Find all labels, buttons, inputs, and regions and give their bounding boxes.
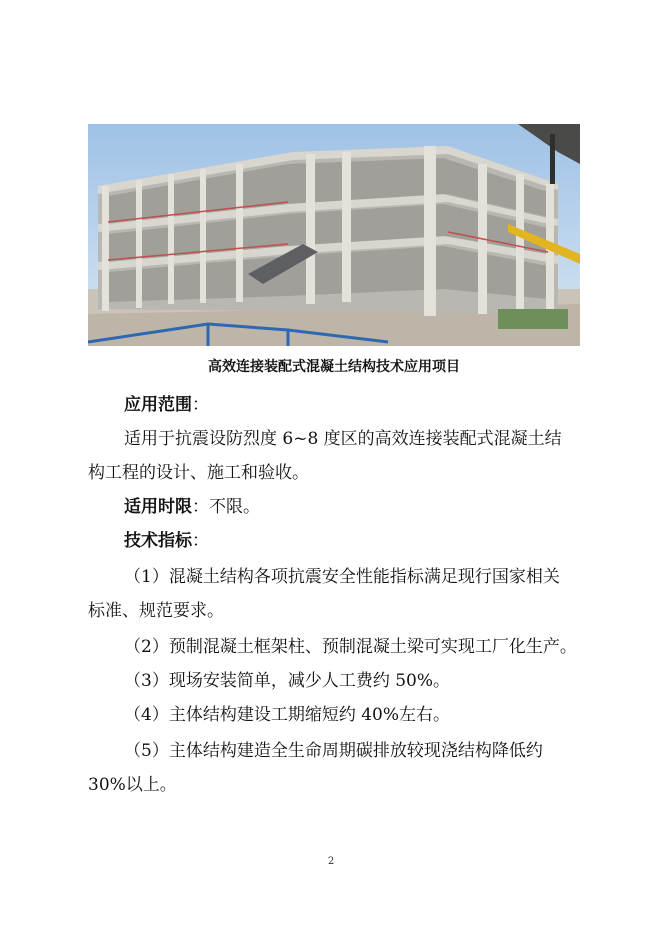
scope-heading-colon: ： (192, 395, 209, 415)
indicator-1-line-2: 标准、规范要求。 (88, 601, 224, 621)
indicator-5-line-1: （5）主体结构建造全生命周期碳排放较现浇结构降低约 (124, 741, 543, 761)
indicator-2: （2）预制混凝土框架柱、预制混凝土梁可实现工厂化生产。 (124, 637, 577, 657)
scope-heading: 应用范围 (124, 395, 192, 415)
period-heading: 适用时限 (124, 497, 192, 517)
building-construction-photo (88, 124, 580, 346)
scope-heading-line (88, 388, 624, 423)
scope-text-line-2: 构工程的设计、施工和验收。 (88, 463, 309, 483)
indicators-heading-colon: ： (192, 531, 209, 551)
page-number: 2 (327, 856, 335, 867)
indicator-1-line-1: （1）混凝土结构各项抗震安全性能指标满足现行国家相关 (124, 567, 560, 587)
indicator-4: （4）主体结构建设工期缩短约 40%左右。 (124, 705, 451, 725)
indicator-3: （3）现场安装简单，减少人工费约 50%。 (124, 671, 451, 691)
photo-caption: 高效连接装配式混凝土结构技术应用项目 (208, 359, 460, 375)
indicators-heading: 技术指标 (124, 531, 192, 551)
indicators-heading-line (88, 524, 624, 559)
scope-text-line-1: 适用于抗震设防烈度 6~8 度区的高效连接装配式混凝土结 (124, 429, 562, 449)
indicator-5-line-2: 30%以上。 (88, 775, 177, 795)
period-text: ：不限。 (192, 497, 260, 517)
period-line (88, 490, 624, 525)
